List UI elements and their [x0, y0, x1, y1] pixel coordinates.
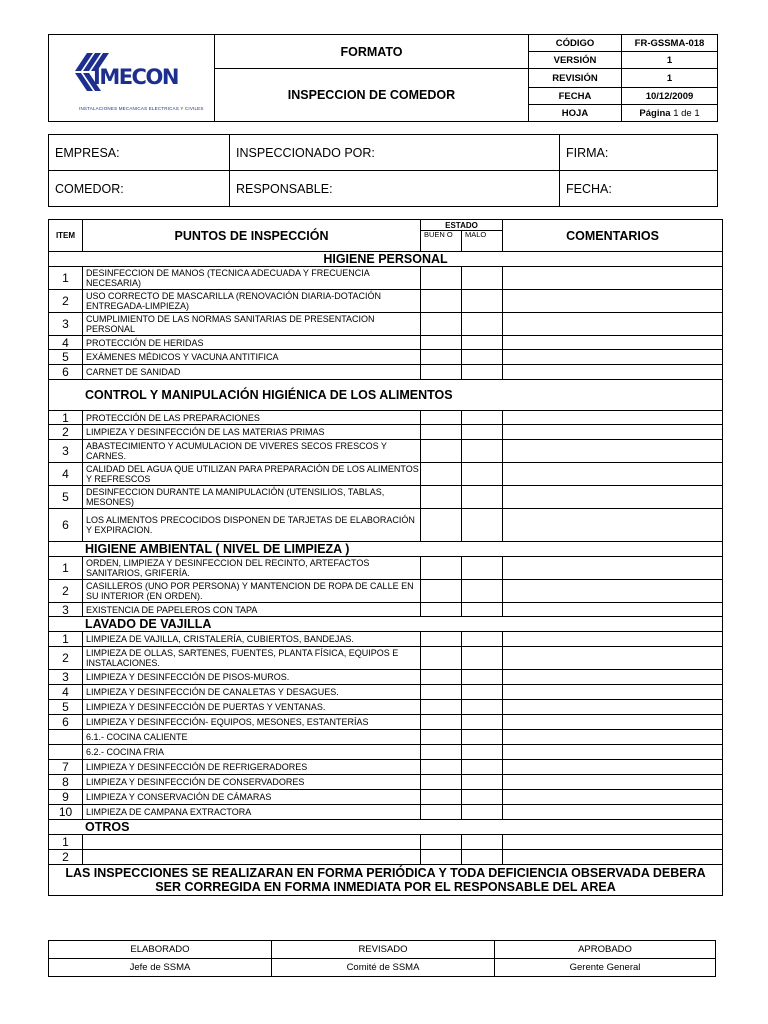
item-number: 9: [49, 790, 83, 805]
inspection-point: LIMPIEZA Y DESINFECCIÓN- EQUIPOS, MESONES, ESTANTERÍAS: [83, 715, 421, 730]
table-row: [49, 775, 723, 790]
bueno-checkbox-cell[interactable]: [421, 336, 462, 350]
malo-checkbox-cell[interactable]: [462, 670, 503, 685]
footer-label-elaborado: ELABORADO: [49, 941, 272, 959]
bueno-checkbox-cell[interactable]: [421, 835, 462, 850]
comment-cell[interactable]: [503, 267, 723, 290]
malo-checkbox-cell[interactable]: [462, 775, 503, 790]
comment-cell[interactable]: [503, 313, 723, 336]
document-header: [48, 34, 718, 122]
meta-label-hoja: HOJA: [529, 105, 622, 122]
malo-checkbox-cell[interactable]: [462, 557, 503, 580]
malo-checkbox-cell[interactable]: [462, 411, 503, 425]
item-number: 4: [49, 685, 83, 700]
logo-cell: [49, 35, 215, 122]
inspection-point: LIMPIEZA Y DESINFECCIÓN DE REFRIGERADORES: [83, 760, 421, 775]
comment-cell[interactable]: [503, 745, 723, 760]
malo-checkbox-cell[interactable]: [462, 580, 503, 603]
table-row: [49, 700, 723, 715]
inspection-point: ORDEN, LIMPIEZA Y DESINFECCION DEL RECINTO, ARTEFACTOS SANITARIOS, GRIFERÍA.: [83, 557, 421, 580]
meta-label-codigo: CÓDIGO: [529, 35, 622, 52]
bueno-checkbox-cell[interactable]: [421, 700, 462, 715]
item-number: 6: [49, 365, 83, 380]
meta-value-version: 1: [622, 52, 718, 69]
section-header-row: [49, 542, 723, 557]
item-number: 3: [49, 603, 83, 617]
inspection-point: [83, 850, 421, 865]
malo-checkbox-cell[interactable]: [462, 700, 503, 715]
malo-checkbox-cell[interactable]: [462, 850, 503, 865]
table-row: [49, 425, 723, 440]
inspection-point: CASILLEROS (UNO POR PERSONA) Y MANTENCION DE ROPA DE CALLE EN SU INTERIOR (EN ORDEN).: [83, 580, 421, 603]
section-title: OTROS: [49, 820, 723, 835]
inspection-point: LIMPIEZA DE VAJILLA, CRISTALERÍA, CUBIERTOS, BANDEJAS.: [83, 632, 421, 647]
malo-checkbox-cell[interactable]: [462, 730, 503, 745]
footer-value-revisado: Comité de SSMA: [272, 959, 495, 977]
bueno-checkbox-cell[interactable]: [421, 850, 462, 865]
malo-checkbox-cell[interactable]: [462, 290, 503, 313]
table-row: [49, 760, 723, 775]
bueno-checkbox-cell[interactable]: [421, 267, 462, 290]
inspection-point: ABASTECIMIENTO Y ACUMULACION DE VIVERES SECOS FRESCOS Y CARNES.: [83, 440, 421, 463]
inspection-point: LIMPIEZA Y CONSERVACIÓN DE CÁMARAS: [83, 790, 421, 805]
malo-checkbox-cell[interactable]: [462, 463, 503, 486]
malo-checkbox-cell[interactable]: [462, 425, 503, 440]
logo-subtitle: INSTALACIONES MECANICAS ELECTRICAS Y CIVILES: [79, 106, 204, 111]
inspection-point: LIMPIEZA DE OLLAS, SARTENES, FUENTES, PLANTA FÍSICA, EQUIPOS E INSTALACIONES.: [83, 647, 421, 670]
malo-checkbox-cell[interactable]: [462, 647, 503, 670]
inspection-point: DESINFECCION DE MANOS (TECNICA ADECUADA Y FRECUENCIA NECESARIA): [83, 267, 421, 290]
column-header-bueno: BUEN O: [421, 231, 462, 252]
comment-cell[interactable]: [503, 760, 723, 775]
inspection-point: DESINFECCION DURANTE LA MANIPULACIÓN (UTENSILIOS, TABLAS, MESONES): [83, 486, 421, 509]
comment-cell[interactable]: [503, 685, 723, 700]
bueno-checkbox-cell[interactable]: [421, 632, 462, 647]
bueno-checkbox-cell[interactable]: [421, 440, 462, 463]
item-number: 1: [49, 411, 83, 425]
logo-wordmark: IMECON: [93, 65, 178, 89]
inspection-point: [83, 835, 421, 850]
comment-cell[interactable]: [503, 730, 723, 745]
comment-cell[interactable]: [503, 580, 723, 603]
malo-checkbox-cell[interactable]: [462, 715, 503, 730]
table-row: [49, 463, 723, 486]
meta-value-fecha: 10/12/2009: [622, 88, 718, 105]
section-title: HIGIENE PERSONAL: [49, 252, 723, 267]
bueno-checkbox-cell[interactable]: [421, 760, 462, 775]
inspection-point: LIMPIEZA Y DESINFECCIÓN DE CONSERVADORES: [83, 775, 421, 790]
bueno-checkbox-cell[interactable]: [421, 685, 462, 700]
comment-cell[interactable]: [503, 647, 723, 670]
firma-field[interactable]: FIRMA:: [560, 135, 718, 171]
inspection-point: LIMPIEZA Y DESINFECCIÓN DE CANALETAS Y DESAGUES.: [83, 685, 421, 700]
bueno-checkbox-cell[interactable]: [421, 557, 462, 580]
malo-checkbox-cell[interactable]: [462, 365, 503, 380]
malo-checkbox-cell[interactable]: [462, 685, 503, 700]
inspection-point: LIMPIEZA Y DESINFECCIÓN DE PISOS-MUROS.: [83, 670, 421, 685]
footer-value-aprobado: Gerente General: [495, 959, 716, 977]
meta-label-fecha: FECHA: [529, 88, 622, 105]
item-number: 4: [49, 336, 83, 350]
table-row: [49, 580, 723, 603]
item-number: 5: [49, 700, 83, 715]
comment-cell[interactable]: [503, 670, 723, 685]
comment-cell[interactable]: [503, 700, 723, 715]
approval-footer: [48, 940, 716, 977]
column-header-item: ITEM: [49, 220, 83, 252]
table-row: [49, 365, 723, 380]
section-header-row: [49, 252, 723, 267]
company-logo: [49, 35, 214, 121]
column-header-comentarios: COMENTARIOS: [503, 220, 723, 252]
inspection-point: USO CORRECTO DE MASCARILLA (RENOVACIÓN DIARIA-DOTACIÓN ENTREGADA-LIMPIEZA): [83, 290, 421, 313]
comment-cell[interactable]: [503, 336, 723, 350]
malo-checkbox-cell[interactable]: [462, 313, 503, 336]
section-header-row: [49, 380, 723, 411]
meta-label-version: VERSIÓN: [529, 52, 622, 69]
page-number: 1 de 1: [673, 107, 700, 119]
table-row: [49, 730, 723, 745]
comment-cell[interactable]: [503, 486, 723, 509]
item-number: 6: [49, 715, 83, 730]
table-row: [49, 745, 723, 760]
comment-cell[interactable]: [503, 835, 723, 850]
inspection-point: LIMPIEZA DE CAMPANA EXTRACTORA: [83, 805, 421, 820]
meta-value-codigo: FR-GSSMA-018: [622, 35, 718, 52]
item-number: [49, 730, 83, 745]
comment-cell[interactable]: [503, 790, 723, 805]
comment-cell[interactable]: [503, 805, 723, 820]
inspection-note: LAS INSPECCIONES SE REALIZARAN EN FORMA PERIÓDICA Y TODA DEFICIENCIA OBSERVADA DEBERA SER CORREGIDA EN FORMA INMEDIATA POR EL RESPONSABLE DEL AREA: [49, 865, 723, 896]
inspection-point: 6.2.- COCINA FRIA: [83, 745, 421, 760]
section-title: CONTROL Y MANIPULACIÓN HIGIÉNICA DE LOS ALIMENTOS: [49, 380, 723, 411]
item-number: 2: [49, 647, 83, 670]
footer-label-aprobado: APROBADO: [495, 941, 716, 959]
item-number: 6: [49, 509, 83, 542]
malo-checkbox-cell[interactable]: [462, 603, 503, 617]
doc-type: FORMATO: [215, 35, 529, 69]
item-number: 1: [49, 267, 83, 290]
comment-cell[interactable]: [503, 425, 723, 440]
column-header-puntos: PUNTOS DE INSPECCIÓN: [83, 220, 421, 252]
item-number: 3: [49, 440, 83, 463]
item-number: 1: [49, 557, 83, 580]
comment-cell[interactable]: [503, 509, 723, 542]
comment-cell[interactable]: [503, 557, 723, 580]
comment-cell[interactable]: [503, 775, 723, 790]
malo-checkbox-cell[interactable]: [462, 790, 503, 805]
bueno-checkbox-cell[interactable]: [421, 805, 462, 820]
comment-cell[interactable]: [503, 290, 723, 313]
inspection-point: LIMPIEZA Y DESINFECCIÓN DE PUERTAS Y VENTANAS.: [83, 700, 421, 715]
malo-checkbox-cell[interactable]: [462, 350, 503, 365]
bueno-checkbox-cell[interactable]: [421, 425, 462, 440]
comment-cell[interactable]: [503, 411, 723, 425]
page-prefix: Página: [639, 107, 671, 119]
table-row: [49, 715, 723, 730]
table-row: [49, 313, 723, 336]
bueno-checkbox-cell[interactable]: [421, 486, 462, 509]
table-row: [49, 685, 723, 700]
bueno-checkbox-cell[interactable]: [421, 350, 462, 365]
inspection-point: CUMPLIMIENTO DE LAS NORMAS SANITARIAS DE PRESENTACION PERSONAL: [83, 313, 421, 336]
malo-checkbox-cell[interactable]: [462, 440, 503, 463]
comment-cell[interactable]: [503, 350, 723, 365]
item-number: 5: [49, 350, 83, 365]
comment-cell[interactable]: [503, 850, 723, 865]
bueno-checkbox-cell[interactable]: [421, 313, 462, 336]
item-number: 2: [49, 425, 83, 440]
malo-checkbox-cell[interactable]: [462, 632, 503, 647]
item-number: 2: [49, 850, 83, 865]
table-row: [49, 350, 723, 365]
section-header-row: [49, 617, 723, 632]
comment-cell[interactable]: [503, 632, 723, 647]
table-row: [49, 632, 723, 647]
table-row: [49, 440, 723, 463]
table-row: [49, 290, 723, 313]
meta-label-revision: REVISIÓN: [529, 69, 622, 88]
table-row: [49, 509, 723, 542]
fecha-field[interactable]: FECHA:: [560, 171, 718, 207]
bueno-checkbox-cell[interactable]: [421, 290, 462, 313]
comedor-field[interactable]: COMEDOR:: [49, 171, 230, 207]
malo-checkbox-cell[interactable]: [462, 835, 503, 850]
table-row: [49, 486, 723, 509]
item-number: 3: [49, 313, 83, 336]
table-row: [49, 835, 723, 850]
comment-cell[interactable]: [503, 603, 723, 617]
malo-checkbox-cell[interactable]: [462, 267, 503, 290]
doc-title: INSPECCION DE COMEDOR: [215, 69, 529, 122]
responsable-field[interactable]: RESPONSABLE:: [230, 171, 560, 207]
section-title: LAVADO DE VAJILLA: [49, 617, 723, 632]
item-number: 4: [49, 463, 83, 486]
table-row: [49, 336, 723, 350]
malo-checkbox-cell[interactable]: [462, 336, 503, 350]
bueno-checkbox-cell[interactable]: [421, 411, 462, 425]
item-number: 2: [49, 580, 83, 603]
inspection-point: EXISTENCIA DE PAPELEROS CON TAPA: [83, 603, 421, 617]
item-number: 2: [49, 290, 83, 313]
table-row: [49, 647, 723, 670]
bueno-checkbox-cell[interactable]: [421, 365, 462, 380]
inspection-point: 6.1.- COCINA CALIENTE: [83, 730, 421, 745]
item-number: 5: [49, 486, 83, 509]
inspection-info: [48, 134, 718, 207]
column-header-malo: MALO: [462, 231, 503, 252]
footer-value-elaborado: Jefe de SSMA: [49, 959, 272, 977]
inspection-point: PROTECCIÓN DE LAS PREPARACIONES: [83, 411, 421, 425]
bueno-checkbox-cell[interactable]: [421, 670, 462, 685]
inspection-point: CALIDAD DEL AGUA QUE UTILIZAN PARA PREPARACIÓN DE LOS ALIMENTOS Y REFRESCOS: [83, 463, 421, 486]
inspection-point: CARNET DE SANIDAD: [83, 365, 421, 380]
inspection-point: LOS ALIMENTOS PRECOCIDOS DISPONEN DE TARJETAS DE ELABORACIÓN Y EXPIRACION.: [83, 509, 421, 542]
malo-checkbox-cell[interactable]: [462, 486, 503, 509]
bueno-checkbox-cell[interactable]: [421, 730, 462, 745]
bueno-checkbox-cell[interactable]: [421, 463, 462, 486]
malo-checkbox-cell[interactable]: [462, 805, 503, 820]
malo-checkbox-cell[interactable]: [462, 509, 503, 542]
inspection-rows: [49, 252, 723, 865]
table-row: [49, 557, 723, 580]
meta-value-revision: 1: [622, 69, 718, 88]
table-row: [49, 790, 723, 805]
item-number: 1: [49, 835, 83, 850]
bueno-checkbox-cell[interactable]: [421, 580, 462, 603]
item-number: 8: [49, 775, 83, 790]
meta-value-hoja: [622, 105, 718, 122]
malo-checkbox-cell[interactable]: [462, 760, 503, 775]
bueno-checkbox-cell[interactable]: [421, 603, 462, 617]
table-row: [49, 603, 723, 617]
bueno-checkbox-cell[interactable]: [421, 509, 462, 542]
comment-cell[interactable]: [503, 440, 723, 463]
bueno-checkbox-cell[interactable]: [421, 790, 462, 805]
column-header-estado: ESTADO: [421, 220, 503, 231]
inspection-point: PROTECCIÓN DE HERIDAS: [83, 336, 421, 350]
inspection-point: LIMPIEZA Y DESINFECCIÓN DE LAS MATERIAS PRIMAS: [83, 425, 421, 440]
empresa-field[interactable]: EMPRESA:: [49, 135, 230, 171]
item-number: 1: [49, 632, 83, 647]
bueno-checkbox-cell[interactable]: [421, 745, 462, 760]
bueno-checkbox-cell[interactable]: [421, 715, 462, 730]
section-header-row: [49, 820, 723, 835]
item-number: 3: [49, 670, 83, 685]
comment-cell[interactable]: [503, 463, 723, 486]
table-row: [49, 805, 723, 820]
section-title: HIGIENE AMBIENTAL ( NIVEL DE LIMPIEZA ): [49, 542, 723, 557]
comment-cell[interactable]: [503, 715, 723, 730]
comment-cell[interactable]: [503, 365, 723, 380]
inspeccionado-por-field[interactable]: INSPECCIONADO POR:: [230, 135, 560, 171]
table-row: [49, 670, 723, 685]
inspection-point: EXÁMENES MÉDICOS Y VACUNA ANTITIFICA: [83, 350, 421, 365]
inspection-table: [48, 219, 723, 896]
bueno-checkbox-cell[interactable]: [421, 647, 462, 670]
table-row: [49, 267, 723, 290]
malo-checkbox-cell[interactable]: [462, 745, 503, 760]
table-row: [49, 411, 723, 425]
table-row: [49, 850, 723, 865]
bueno-checkbox-cell[interactable]: [421, 775, 462, 790]
item-number: [49, 745, 83, 760]
item-number: 10: [49, 805, 83, 820]
item-number: 7: [49, 760, 83, 775]
footer-label-revisado: REVISADO: [272, 941, 495, 959]
